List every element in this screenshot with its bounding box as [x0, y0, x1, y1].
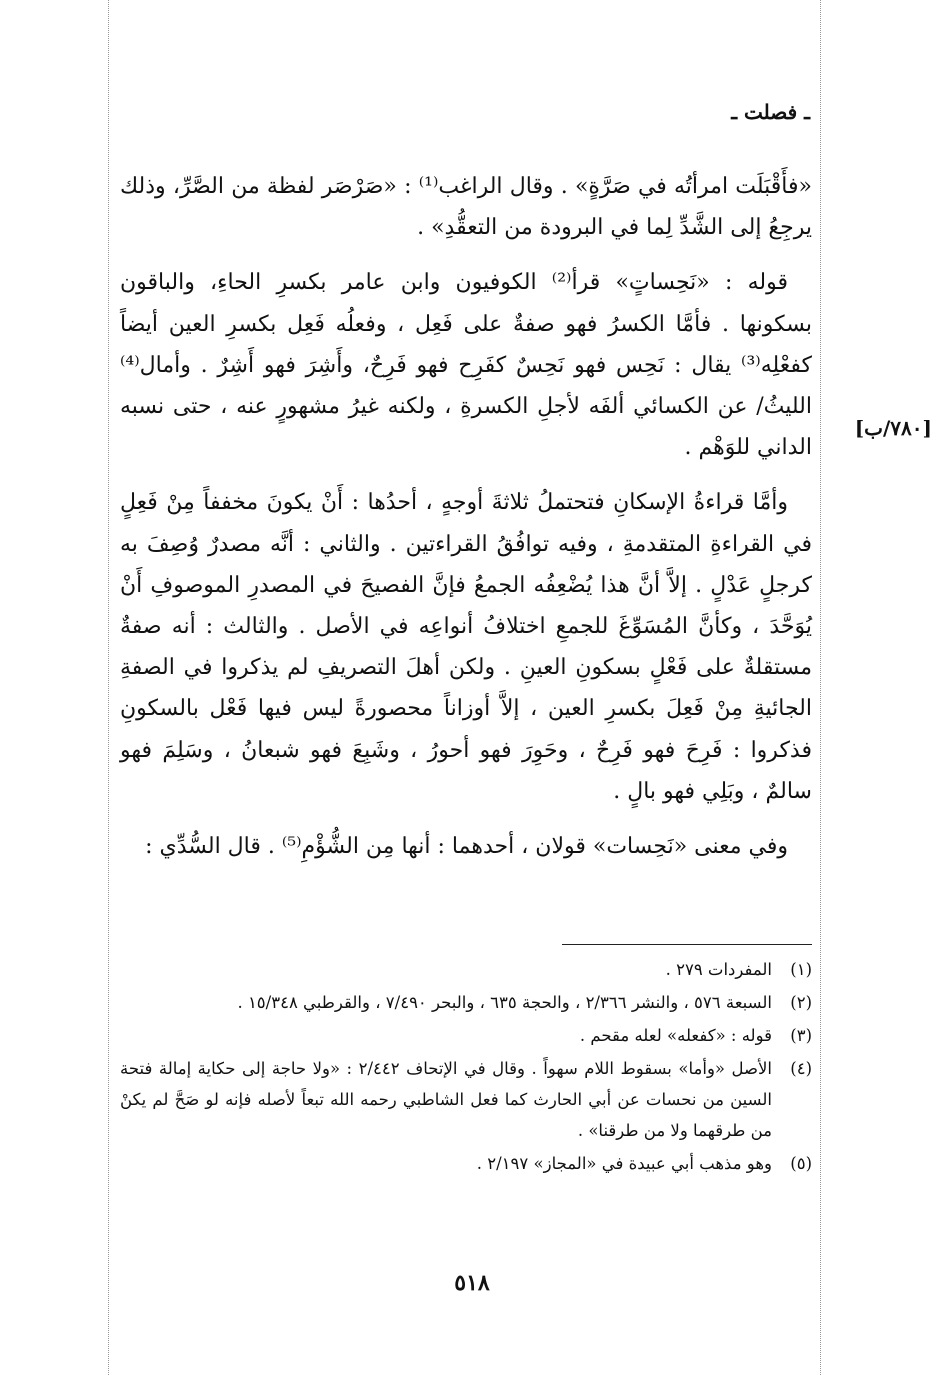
main-text — [120, 166, 812, 881]
page-number: ٥١٨ — [454, 1270, 490, 1296]
footnote-number: (٥) — [790, 1154, 812, 1173]
margin-guide-left — [108, 0, 109, 1375]
footnote-text: السبعة ٥٧٦ ، والنشر ٢/٣٦٦ ، والحجة ٦٣٥ ، والبحر ٧/٤٩٠ ، والقرطبي ١٥/٣٤٨ . — [237, 993, 772, 1012]
running-header: ـ فصلت ـ — [731, 100, 810, 124]
footnote-4 — [120, 1053, 812, 1146]
footnote-2 — [120, 987, 812, 1018]
paragraph-4: وفي معنى «نَحِسات» قولان ، أحدهما : أنها مِن الشُّؤْمِ⁽⁵⁾ . قال السُّدِّي : — [145, 834, 788, 860]
footnote-number: (٣) — [790, 1026, 812, 1045]
footnote-number: (٤) — [790, 1059, 812, 1078]
footnote-5 — [120, 1148, 812, 1179]
footnotes — [120, 954, 812, 1181]
footnote-number: (١) — [790, 960, 812, 979]
footnote-number: (٢) — [790, 993, 812, 1012]
footnote-separator — [562, 944, 812, 945]
margin-guide-right — [820, 0, 821, 1375]
manuscript-folio-marker: [٧٨٠/ب] — [854, 416, 932, 440]
footnote-text: المفردات ٢٧٩ . — [665, 960, 772, 979]
paragraph-2: قوله : «نَحِساتٍ» قرأ⁽²⁾ الكوفيون وابن عامر بكسرِ الحاءِ، والباقون بسكونها . فأمَّا الكسرُ فهو صفةٌ على فَعِل ، وفعلُه فَعِل بكسرِ العين أيضاً كفعْلِه⁽³⁾ يقال : نَحِس فهو نَحِسٌ كفَرِح فهو فَرِحٌ، وأَشِرَ فهو أَشِرٌ . وأمال⁽⁴⁾ الليثُ/ عن الكسائي ألفَه لأجلِ الكسرةِ ، ولكنه غيرُ مشهورٍ عنه ، حتى نسبه الداني للوَهْم . — [120, 270, 812, 461]
paragraph-3: وأمَّا قراءةُ الإسكانِ فتحتملُ ثلاثةَ أوجهٍ ، أحدُها : أَنْ يكونَ مخففاً مِنْ فَعِلٍ في القراءةِ المتقدمةِ ، وفيه توافُقُ القراءتين . والثاني : أنَّه مصدرٌ وُصِفَ به كرجلٍ عَدْلٍ . إلاَّ أنَّ هذا يُضْعِفُه الجمعُ فإنَّ الفصيحَ في المصدرِ الموصوفِ أَنْ يُوَحَّدَ ، وكأنَّ المُسَوِّغَ للجمعِ اختلافُ أنواعِه في الأصل . والثالث : أنه صفةٌ مستقلةٌ على فَعْلٍ بسكونِ العينِ . ولكن أهلَ التصريفِ لم يذكروا في الصفةِ الجائيةِ مِنْ فَعِلَ بكسرِ العين ، إلاَّ أوزاناً محصورةً ليس فيها فَعْل بالسكونِ فذكروا : فَرِحَ فهو فَرِحٌ ، وحَوِرَ فهو أحورُ ، وشَبِعَ فهو شبعانُ ، وسَلِمَ فهو سالمٌ ، وبَلِي فهو بالٍ . — [120, 490, 812, 804]
footnote-1 — [120, 954, 812, 985]
footnote-text: وهو مذهب أبي عبيدة في «المجاز» ٢/١٩٧ . — [476, 1154, 772, 1173]
footnote-text: الأصل «وأما» بسقوط اللام سهواً . وقال في الإتحاف ٢/٤٤٢ : «ولا حاجة إلى حكاية إمالة فتحة السين من نحسات عن أبي الحارث كما فعل الشاطبي رحمه الله تبعاً لأصله فإنه لو صَحَّ لم يكنْ من طرقهما ولا من طرقنا» . — [120, 1059, 772, 1140]
footnote-3 — [120, 1020, 812, 1051]
paragraph-1: «فأَقْبَلَت امرأتُه في صَرَّةٍ» . وقال الراغب⁽¹⁾ : «صَرْصَر لفظة من الصَّرِّ، وذلك يرجِعُ إلى الشَّدِّ لِما في البرودة من التعقُّدِ» . — [120, 174, 812, 241]
footnote-text: قوله : «كفعله» لعله مقحم . — [579, 1026, 772, 1045]
